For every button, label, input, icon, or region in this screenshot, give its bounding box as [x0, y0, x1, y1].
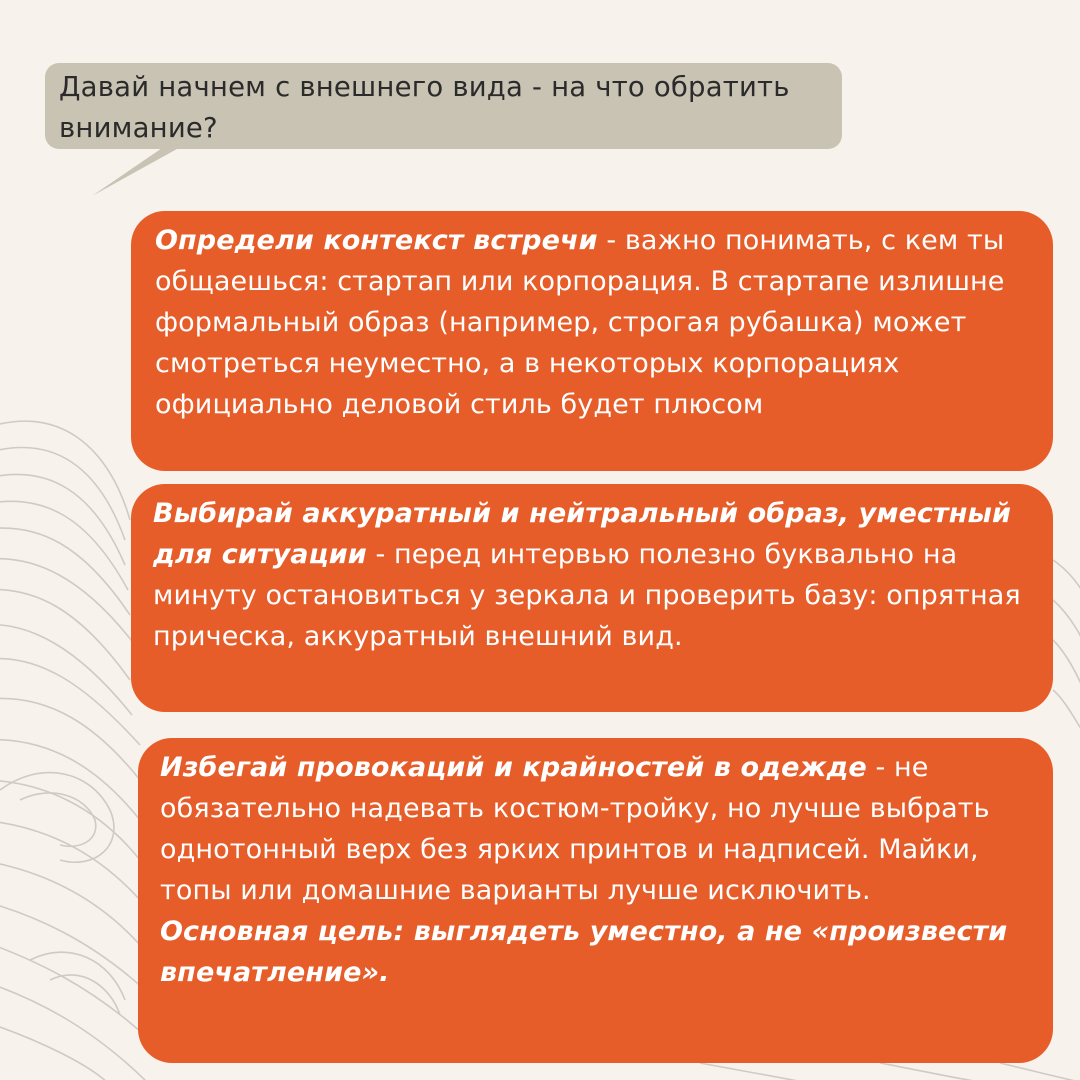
answer-heading: Определи контекст встречи — [155, 225, 598, 256]
answer-bubble-neutral-look — [131, 484, 1053, 712]
answer-heading: Выбирай аккуратный и нейтральный образ, уместный для ситуации — [153, 498, 1012, 570]
answer-paragraph — [153, 493, 1031, 657]
answer-bubble-avoid-extremes — [138, 738, 1053, 1063]
question-text: Давай начнем с внешнего вида - на что обратить внимание? — [59, 71, 790, 144]
answer-body: - не обязательно надевать костюм-тройку, но лучше выбрать однотонный верх без ярких принтов и надписей. Майки, топы или домашние варианты лучше исключить. — [160, 752, 990, 906]
answer-body: - перед интервью полезно буквально на минуту остановиться у зеркала и проверить базу: опрятная прическа, аккуратный внешний вид. — [153, 539, 1021, 652]
answer-paragraph — [155, 220, 1029, 425]
question-bubble — [45, 63, 842, 149]
answer-conclusion: Основная цель: выглядеть уместно, а не «произвести впечатление». — [160, 916, 1008, 988]
answer-heading: Избегай провокаций и крайностей в одежде — [160, 752, 867, 783]
answer-bubble-context — [131, 211, 1053, 471]
answer-body: - важно понимать, с кем ты общаешься: стартап или корпорация. В стартапе излишне формальный образ (например, строгая рубашка) может смотреться неуместно, а в некоторых корпорациях официально деловой стиль будет плюсом — [155, 225, 1005, 420]
question-bubble-tail — [90, 144, 190, 200]
answer-paragraph — [160, 747, 1031, 911]
